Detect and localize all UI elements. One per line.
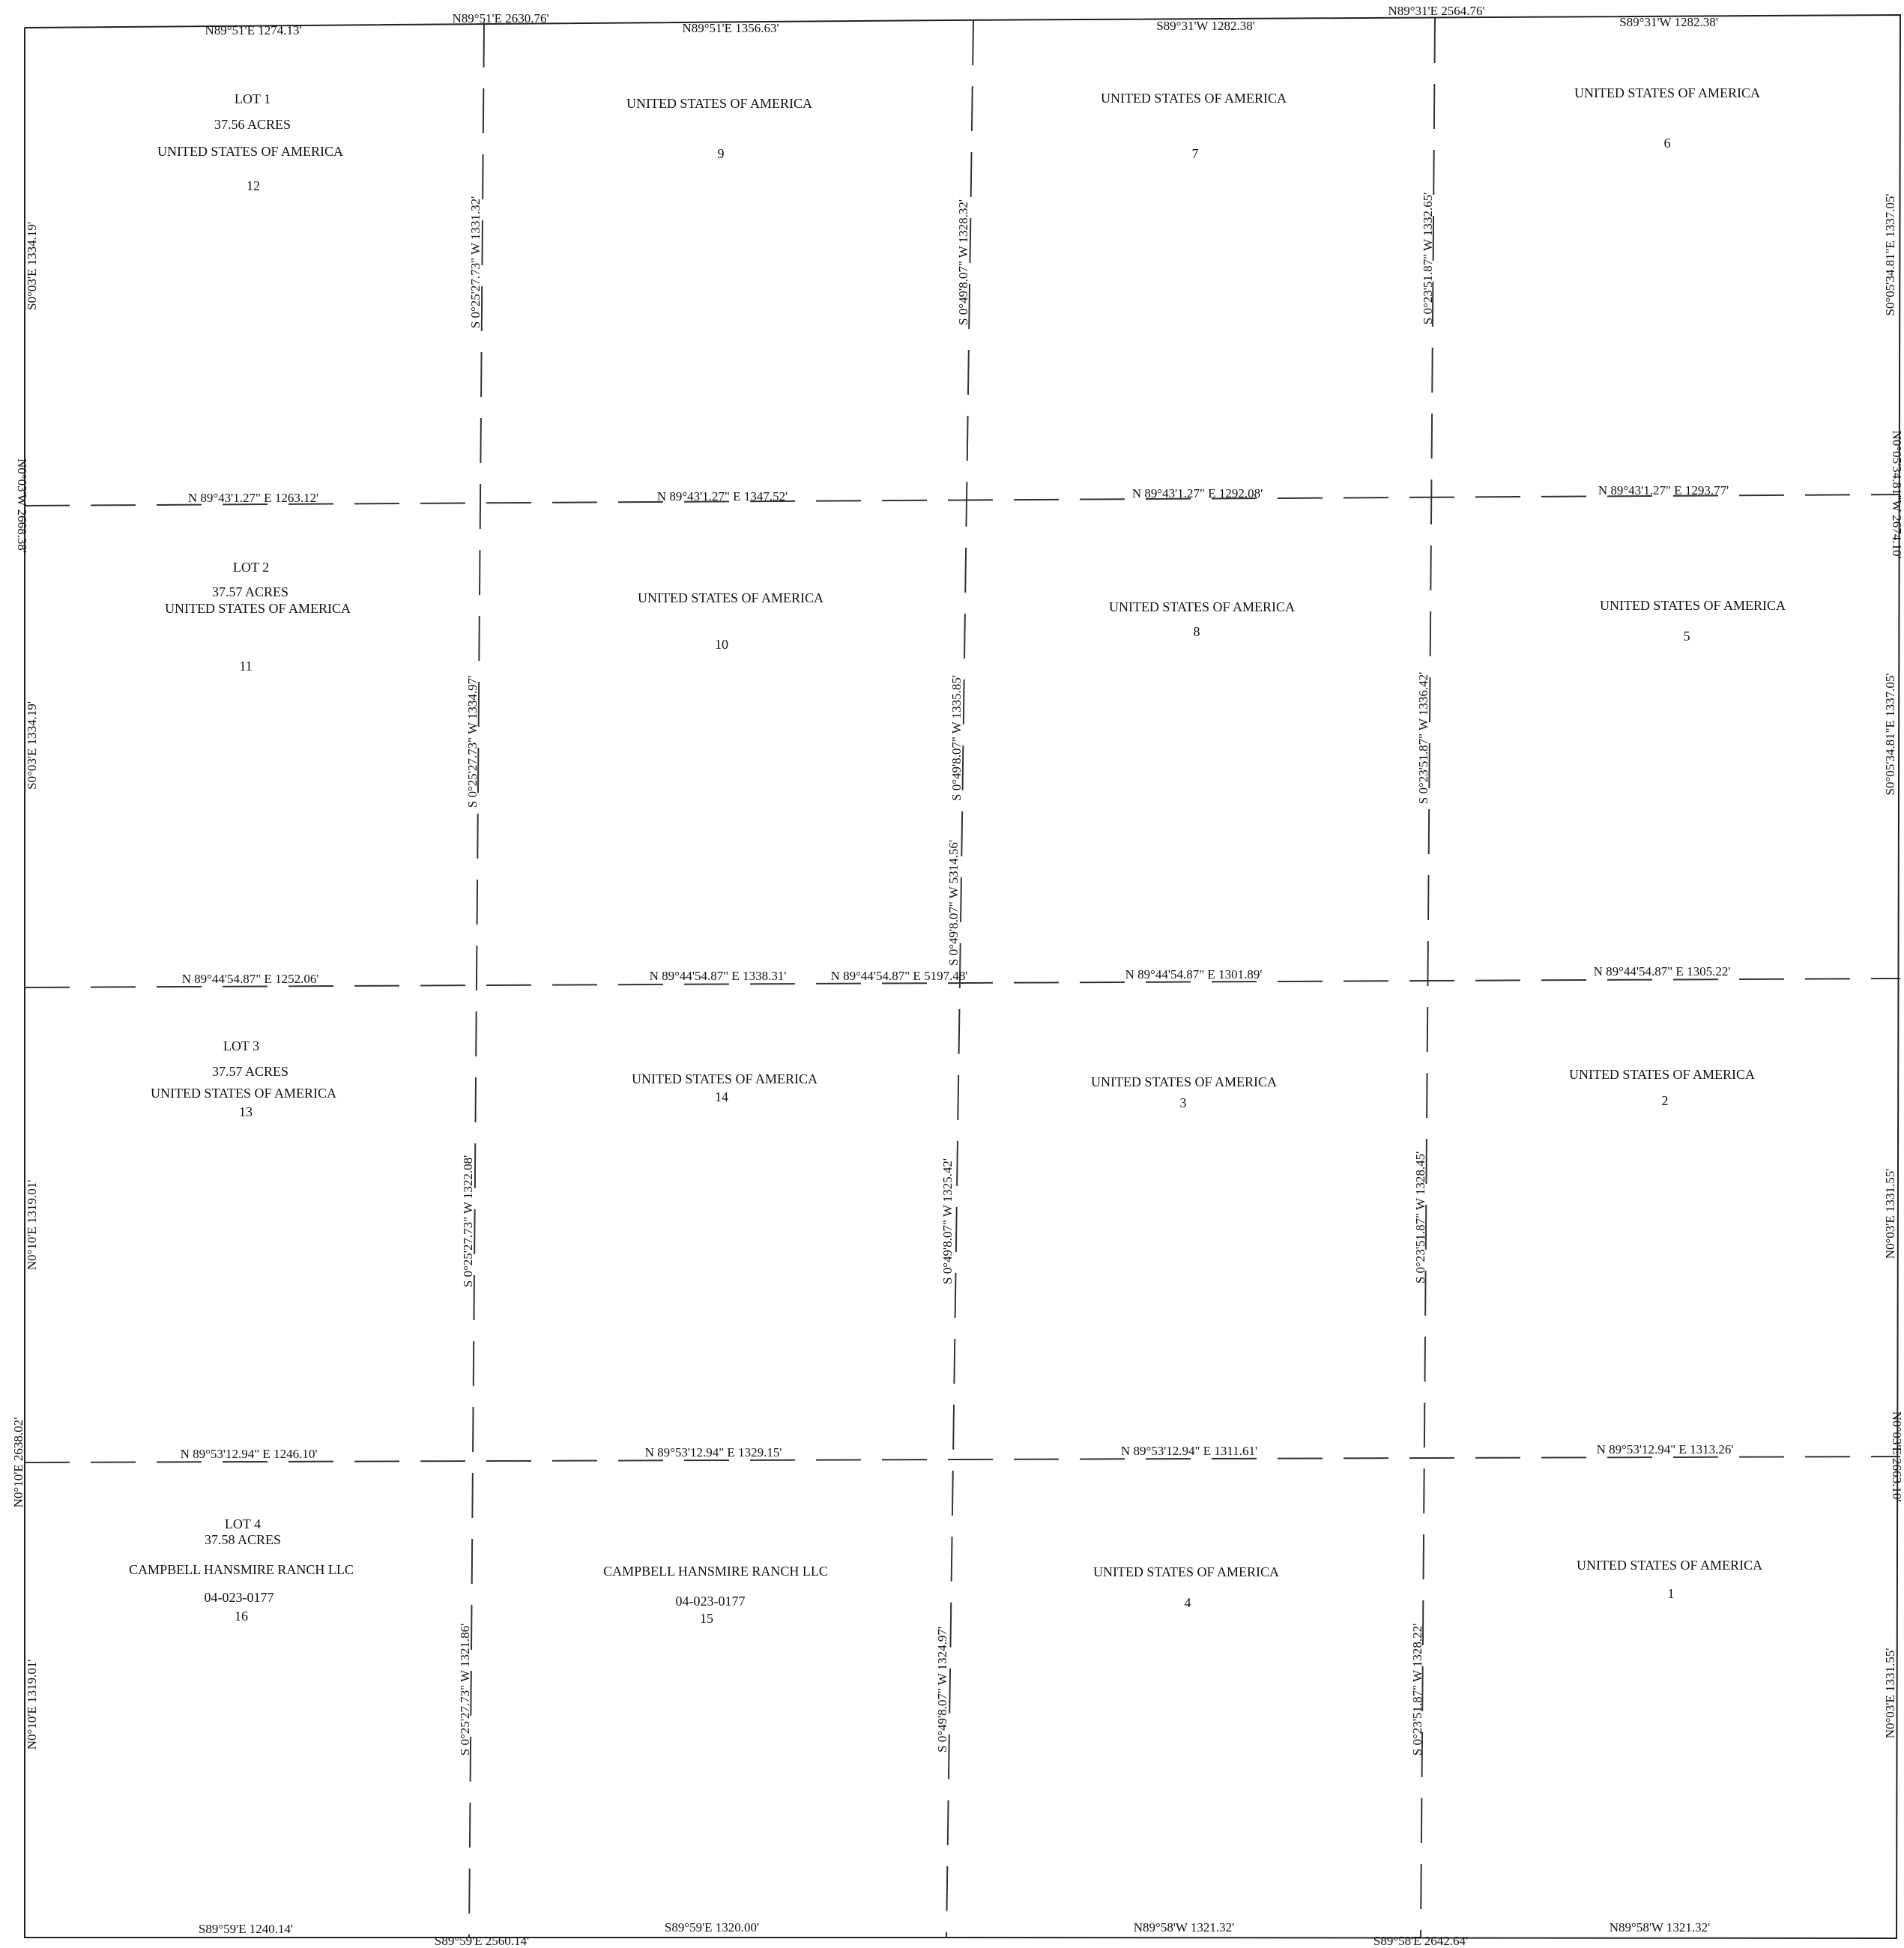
parcel-10-number: 10 bbox=[715, 637, 728, 652]
west-call-3: N0°10'E 1319.01' bbox=[25, 1179, 39, 1271]
east-call-3: N0°03'E 1331.55' bbox=[1883, 1168, 1897, 1259]
parcel-3-number: 3 bbox=[1179, 1095, 1187, 1110]
south-call-east-inner: N89°58'W 1321.32' bbox=[1133, 1920, 1235, 1935]
parcel-11-owner: UNITED STATES OF AMERICA bbox=[164, 601, 351, 616]
v2-call-4: S 0°49'8.07" W 1324.97' bbox=[935, 1627, 949, 1752]
v3-call-3: S 0°23'51.87" W 1328.45' bbox=[1413, 1151, 1427, 1284]
parcel-6-number: 6 bbox=[1663, 136, 1671, 151]
h1-call-4: N 89°43'1.27" E 1293.77' bbox=[1598, 483, 1729, 497]
parcel-12-acres: 37.56 ACRES bbox=[214, 117, 291, 132]
h3-call-4: N 89°53'12.94" E 1313.26' bbox=[1596, 1442, 1734, 1457]
parcel-16-acres: 37.58 ACRES bbox=[204, 1532, 282, 1547]
v1-call-1: S 0°25'27.73" W 1331.32' bbox=[468, 196, 483, 329]
parcel-1-owner: UNITED STATES OF AMERICA bbox=[1576, 1558, 1763, 1573]
v3-call-1: S 0°23'51.87" W 1332.65' bbox=[1421, 192, 1435, 325]
h2-call-3: N 89°44'54.87" E 1301.89' bbox=[1125, 967, 1263, 981]
south-call-east-outer: N89°58'W 1321.32' bbox=[1609, 1920, 1711, 1935]
v2-call-2: S 0°49'8.07" W 1335.85' bbox=[949, 675, 964, 801]
v2-call-3: S 0°49'8.07" W 1325.42' bbox=[940, 1158, 955, 1284]
west-call-total-south: N0°10'E 2638.02' bbox=[11, 1417, 25, 1508]
v3-call-2: S 0°23'51.87" W 1336.42' bbox=[1416, 671, 1430, 805]
west-call-total-north: N0°03'W 2668.38' bbox=[15, 459, 29, 553]
parcel-11-lot: LOT 2 bbox=[232, 560, 270, 575]
parcel-13-acres: 37.57 ACRES bbox=[211, 1064, 289, 1079]
parcel-16-number: 16 bbox=[235, 1609, 248, 1624]
parcel-16-lot: LOT 4 bbox=[224, 1516, 262, 1531]
parcel-9-owner: UNITED STATES OF AMERICA bbox=[626, 96, 813, 111]
parcel-2-number: 2 bbox=[1661, 1093, 1669, 1108]
east-call-total-north: N0°05'34.81"W 2674.10' bbox=[1890, 430, 1904, 559]
parcel-7-number: 7 bbox=[1191, 146, 1199, 161]
h3-call-2: N 89°53'12.94" E 1329.15' bbox=[644, 1445, 782, 1460]
parcel-12-owner: UNITED STATES OF AMERICA bbox=[157, 144, 344, 159]
parcel-13-number: 13 bbox=[239, 1104, 253, 1119]
parcel-12-number: 12 bbox=[247, 178, 260, 193]
h2-call-2: N 89°44'54.87" E 1338.31' bbox=[649, 969, 787, 983]
v2-call-total: S 0°49'8.07" W 5314.56' bbox=[946, 840, 961, 966]
parcel-15-owner: CAMPBELL HANSMIRE RANCH LLC bbox=[603, 1564, 828, 1579]
v3-call-4: S 0°23'51.87" W 1328.22' bbox=[1410, 1623, 1424, 1756]
h1-call-1: N 89°43'1.27" E 1263.12' bbox=[187, 491, 319, 505]
south-call-west-outer: S89°59'E 1240.14' bbox=[198, 1922, 294, 1936]
parcel-4-number: 4 bbox=[1184, 1595, 1191, 1610]
h1-call-2: N 89°43'1.27" E 1347.52' bbox=[656, 489, 788, 503]
parcel-16-parcel-id: 04-023-0177 bbox=[204, 1590, 274, 1605]
parcel-8-number: 8 bbox=[1193, 624, 1200, 639]
parcel-8-owner: UNITED STATES OF AMERICA bbox=[1108, 599, 1296, 614]
parcel-10-owner: UNITED STATES OF AMERICA bbox=[637, 590, 824, 605]
parcel-13-owner: UNITED STATES OF AMERICA bbox=[150, 1086, 337, 1101]
north-call-east-inner: S89°31'W 1282.38' bbox=[1156, 19, 1255, 33]
parcel-5-number: 5 bbox=[1683, 629, 1690, 644]
parcel-4-owner: UNITED STATES OF AMERICA bbox=[1092, 1564, 1280, 1579]
south-call-total-east: S89°58'E 2642.64' bbox=[1373, 1934, 1469, 1948]
v1-call-2: S 0°25'27.73" W 1334.97' bbox=[465, 675, 480, 808]
north-call-total-west: N89°51'E 2630.76' bbox=[452, 11, 549, 25]
east-call-2: S0°05'34.81"E 1337.05' bbox=[1883, 673, 1897, 796]
east-call-1: S0°05'34.81"E 1337.05' bbox=[1883, 193, 1897, 316]
north-call-west-outer: N89°51'E 1274.13' bbox=[205, 23, 302, 37]
parcel-3-owner: UNITED STATES OF AMERICA bbox=[1090, 1074, 1278, 1089]
h2-call-total: N 89°44'54.87" E 5197.48' bbox=[830, 969, 968, 983]
parcel-11-number: 11 bbox=[239, 659, 253, 674]
west-call-4: N0°10'E 1319.01' bbox=[25, 1659, 39, 1750]
east-call-4: N0°03'E 1331.55' bbox=[1883, 1648, 1897, 1739]
h2-call-4: N 89°44'54.87" E 1305.22' bbox=[1593, 964, 1731, 978]
north-call-west-inner: N89°51'E 1356.63' bbox=[682, 21, 779, 35]
parcel-7-owner: UNITED STATES OF AMERICA bbox=[1100, 91, 1287, 106]
parcel-13-lot: LOT 3 bbox=[223, 1038, 260, 1053]
h3-call-1: N 89°53'12.94" E 1246.10' bbox=[180, 1447, 318, 1461]
parcel-14-owner: UNITED STATES OF AMERICA bbox=[631, 1071, 818, 1086]
north-call-east-outer: S89°31'W 1282.38' bbox=[1619, 15, 1718, 29]
parcel-14-number: 14 bbox=[715, 1089, 728, 1104]
parcel-9-number: 9 bbox=[717, 146, 725, 161]
v1-call-3: S 0°25'27.73" W 1322.08' bbox=[461, 1155, 475, 1288]
west-call-2: S0°03'E 1334.19' bbox=[25, 701, 39, 790]
parcel-5-owner: UNITED STATES OF AMERICA bbox=[1599, 598, 1786, 613]
south-call-total-west: S89°59'E 2560.14' bbox=[434, 1934, 530, 1948]
west-call-1: S0°03'E 1334.19' bbox=[25, 222, 39, 310]
parcel-15-parcel-id: 04-023-0177 bbox=[675, 1594, 746, 1609]
parcel-2-owner: UNITED STATES OF AMERICA bbox=[1568, 1067, 1756, 1082]
parcel-12-lot: LOT 1 bbox=[234, 91, 271, 106]
v1-call-4: S 0°25'27.73" W 1321.86' bbox=[458, 1623, 472, 1756]
h1-call-3: N 89°43'1.27" E 1292.08' bbox=[1131, 486, 1263, 500]
parcel-16-owner: CAMPBELL HANSMIRE RANCH LLC bbox=[129, 1562, 354, 1577]
v2-call-1: S 0°49'8.07" W 1328.32' bbox=[956, 199, 970, 325]
north-call-total-east: N89°31'E 2564.76' bbox=[1388, 4, 1485, 18]
east-call-total-south: N0°03'E 2663.10' bbox=[1890, 1411, 1904, 1502]
parcel-11-acres: 37.57 ACRES bbox=[211, 584, 289, 599]
south-call-west-inner: S89°59'E 1320.00' bbox=[664, 1920, 760, 1935]
parcel-1-number: 1 bbox=[1667, 1586, 1675, 1601]
h2-call-1: N 89°44'54.87" E 1252.06' bbox=[181, 972, 319, 986]
parcel-6-owner: UNITED STATES OF AMERICA bbox=[1574, 85, 1761, 100]
parcel-15-number: 15 bbox=[700, 1611, 713, 1626]
h3-call-3: N 89°53'12.94" E 1311.61' bbox=[1120, 1444, 1258, 1458]
